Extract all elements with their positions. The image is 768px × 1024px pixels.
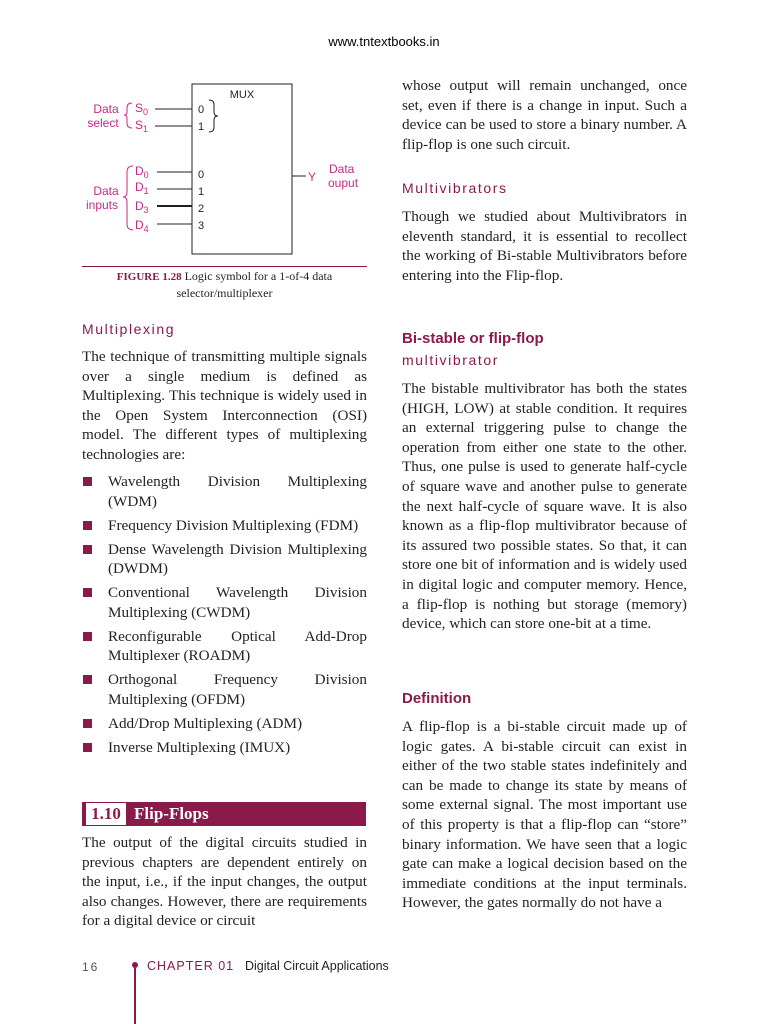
list-item: Conventional Wavelength Division Multiplexing (CWDM) — [82, 583, 367, 622]
multiplexing-types-list — [82, 472, 367, 762]
bistable-heading: Bi-stable or flip-flop — [402, 330, 544, 347]
bistable-paragraph: The bistable multivibrator has both the states (HIGH, LOW) at stable condition. It requires an external triggering pulse to change the operation from either one state to the other. Thus, one pulse is used to generate half-cycle of square wave and another pulse to generate the next half-cycle of square wave. It is also known as a flip-flop multivibrator because of its assured two possible states. So that, it can store one bit of information and is widely used in digital logic and computer memory. Hence, a flip-flop is nothing but storage (memory) device, which can store one-bit at a time. — [402, 380, 687, 633]
data-pin-3: 3 — [198, 220, 205, 232]
list-item: Add/Drop Multiplexing (ADM) — [82, 714, 367, 734]
data-input-d1: $D_1$ — [135, 180, 149, 196]
select-pin-1: 1 — [198, 121, 205, 133]
definition-heading: Definition — [402, 690, 472, 707]
list-item: Orthogonal Frequency Division Multiplexing (OFDM) — [82, 670, 367, 709]
section-number: 1.10 — [86, 803, 126, 825]
list-item: Reconfigurable Optical Add-Drop Multiplexer (ROADM) — [82, 627, 367, 666]
chapter-label: CHAPTER 01 — [147, 959, 235, 973]
bullet-square-icon — [83, 477, 92, 486]
section-heading-flip-flops — [82, 802, 366, 826]
select-brace — [124, 103, 132, 128]
data-pin-2: 2 — [198, 203, 205, 215]
bullet-square-icon — [83, 743, 92, 752]
bullet-square-icon — [83, 588, 92, 597]
figure-caption-label: FIGURE 1.28 — [116, 271, 182, 283]
multiplexing-heading: Multiplexing — [82, 321, 176, 337]
list-item: Frequency Division Multiplexing (FDM) — [82, 516, 367, 536]
data-inputs-label-2: inputs — [85, 198, 119, 212]
figure-caption-text: Logic symbol for a 1-of-4 data selector/multiplexer — [176, 269, 333, 300]
mux-box — [192, 84, 292, 254]
multivibrators-heading: Multivibrators — [402, 180, 508, 196]
site-url[interactable]: www.tntextbooks.in — [328, 34, 440, 49]
definition-paragraph: A flip-flop is a bi-stable circuit made up of logic gates. A bi-stable circuit can exist in either of the two stable states indefinitely and can be made to change its state by means of some external signal. The most important use of this property is that a flip-flop can “store” binary information. We have seen that a logic gate can make a logical decision based on the immediate conditions at the input terminals. However, the gates normally do not have a — [402, 718, 687, 912]
mux-label: MUX — [229, 89, 255, 101]
multiplexing-paragraph: The technique of transmitting multiple signals over a single medium is defined as Multiplexing. This technique is widely used in the Open System Interconnection (OSI) model. The different types of multiplexing technologies are: — [82, 348, 367, 463]
data-input-d4: $D_4$ — [135, 218, 149, 234]
output-desc-2: ouput — [328, 176, 359, 190]
continuation-paragraph: whose output will remain unchanged, once set, even if there is a change in input. Such a device can be used to store a binary number. A flip-flop is one such circuit. — [402, 77, 687, 153]
bistable-subheading: multivibrator — [402, 352, 500, 368]
list-item: Wavelength Division Multiplexing (WDM) — [82, 472, 367, 511]
data-select-label-1: Data — [93, 102, 119, 116]
bullet-square-icon — [83, 632, 92, 641]
chapter-title: Digital Circuit Applications — [245, 959, 389, 973]
select-input-s0: $S_0$ — [135, 101, 149, 117]
list-item: Dense Wavelength Division Multiplexing (DWDM) — [82, 540, 367, 579]
page-number: 16 — [82, 960, 100, 974]
data-inputs-brace — [123, 166, 133, 230]
data-select-label-2: select — [87, 116, 119, 130]
bullet-square-icon — [83, 521, 92, 530]
output-desc-1: Data — [329, 162, 355, 176]
figure-caption — [82, 268, 367, 301]
list-item: Inverse Multiplexing (IMUX) — [82, 738, 367, 758]
data-pin-0: 0 — [198, 169, 205, 181]
flipflops-paragraph: The output of the digital circuits studied in previous chapters are dependent entirely on the input, i.e., if the input changes, the output also changes. However, there are requirements for a digital device or circuit — [82, 834, 367, 930]
data-pin-1: 1 — [198, 186, 205, 198]
data-inputs-label-1: Data — [93, 184, 119, 198]
data-input-d3: $D_3$ — [135, 199, 149, 215]
caption-rule — [82, 266, 367, 267]
bullet-square-icon — [83, 545, 92, 554]
data-input-d0: $D_0$ — [135, 164, 149, 180]
section-title: Flip-Flops — [134, 804, 209, 823]
select-input-s1: $S_1$ — [135, 118, 149, 134]
footer-divider — [134, 968, 136, 1024]
page-footer — [0, 960, 768, 1024]
bullet-square-icon — [83, 675, 92, 684]
multivibrators-paragraph: Though we studied about Multivibrators in eleventh standard, it is essential to recollect the working of Bi-stable Multivibrators before entering into the Flip-flop. — [402, 208, 687, 284]
bullet-square-icon — [83, 719, 92, 728]
select-pin-0: 0 — [198, 104, 205, 116]
output-y-label: Y — [308, 170, 317, 184]
